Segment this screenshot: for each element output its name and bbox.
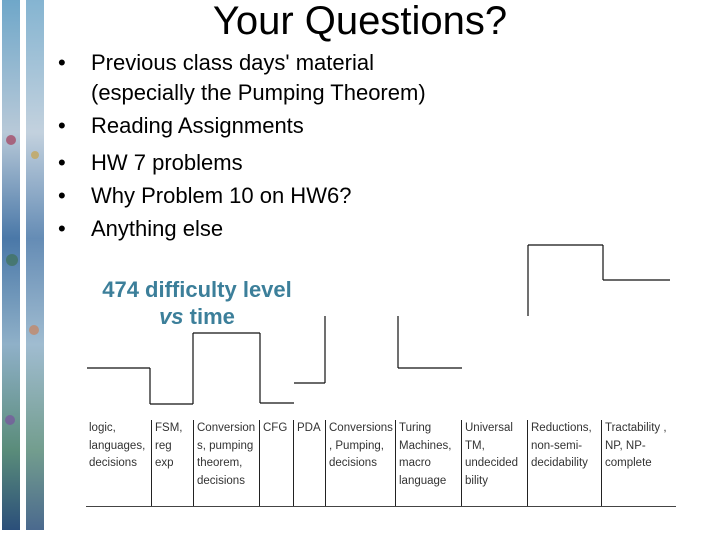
bullet-text: Previous class days' material	[91, 50, 374, 75]
bullet-dot: •	[58, 150, 66, 175]
bullet-dot: •	[58, 50, 66, 75]
bullet-text: Anything else	[91, 216, 224, 241]
topic-column: Turing Machines, macro language	[396, 420, 462, 506]
vs-text: vs	[159, 304, 184, 329]
bullet-text: (especially the Pumping Theorem)	[91, 80, 426, 105]
bullet-text: Reading Assignments	[91, 113, 304, 138]
topic-column: CFG	[260, 420, 294, 506]
slide-title: Your Questions?	[212, 0, 508, 43]
bullet-dot: •	[58, 183, 66, 208]
difficulty-line: 474 difficulty level	[102, 277, 292, 302]
topic-column: Conversions , Pumping, decisions	[326, 420, 396, 506]
topic-column: Reductions, non-semi-decidability	[528, 420, 602, 506]
topic-column: logic, languages, decisions	[86, 420, 152, 506]
topic-column: PDA	[294, 420, 326, 506]
topic-column: Conversion s, pumping theorem, decisions	[194, 420, 260, 506]
bullet-text: HW 7 problems	[91, 150, 243, 175]
bullet-dot: •	[58, 216, 66, 241]
topic-column: Tractability , NP, NP-complete	[605, 422, 667, 469]
bullet-dot: •	[58, 113, 66, 138]
bullet-text: Why Problem 10 on HW6?	[91, 183, 352, 208]
topic-timeline	[86, 420, 676, 507]
time-text: time	[189, 304, 235, 329]
topic-column: FSM, reg exp	[152, 420, 194, 506]
topic-column: Universal TM, undecided bility	[462, 420, 528, 506]
